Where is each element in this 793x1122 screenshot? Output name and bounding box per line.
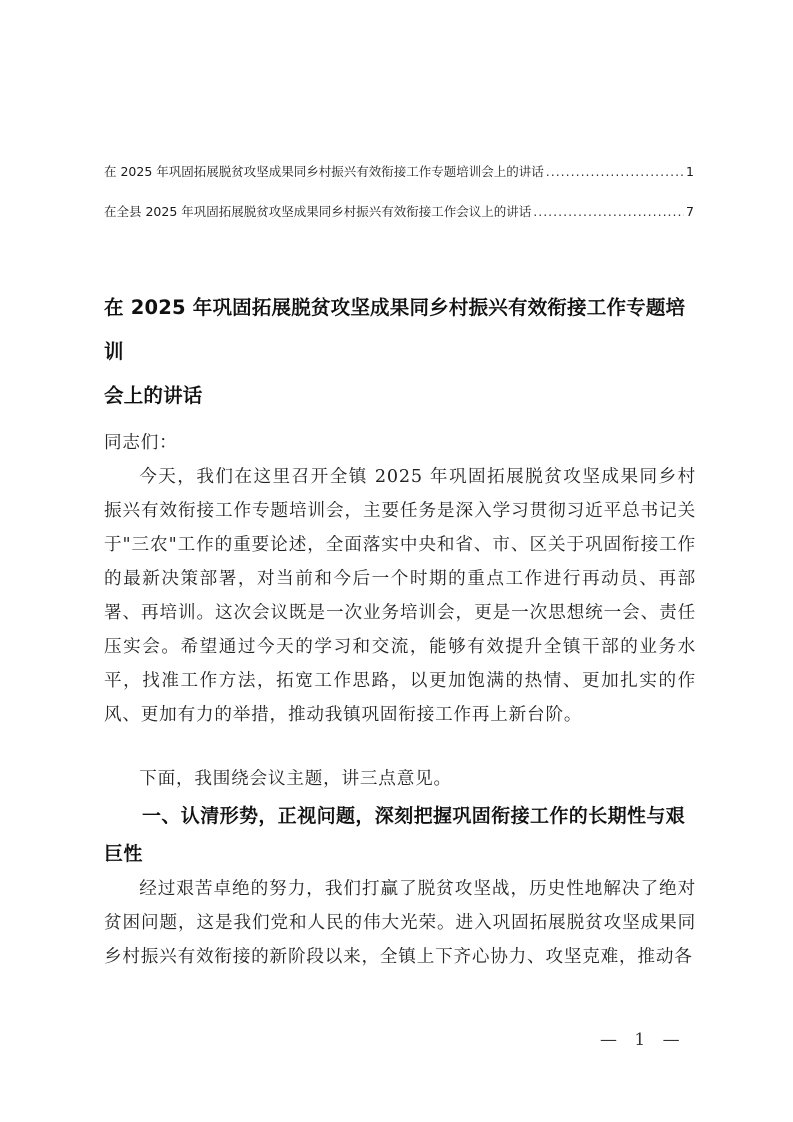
section-heading: 一、认清形势，正视问题，深刻把握巩固衔接工作的长期性与艰巨性 [104,805,686,865]
body-paragraph: 今天，我们在这里召开全镇 2025 年巩固拓展脱贫攻坚成果同乡村振兴有效衔接工作专题培训会，主要任务是深入学习贯彻习近平总书记关于"三农"工作的重要论述，全面落实中央和省、市、区关于巩固衔接工作的最新决策部署，对当前和今后一个时期的重点工作进行再动员、再部署、再培训。这次会议既是一次业务培训会，更是一次思想统一会、责任压实会。希望通过今天的学习和交流，能够有效提升全镇干部的业务水平，找准工作方法，拓宽工作思路，以更加饱满的热情、更加扎实的作风、更加有力的举措，推动我镇巩固衔接工作再上新台阶。 [104,467,696,725]
toc-entry[interactable] [104,204,694,220]
page-number: — 1 — [600,1030,686,1050]
title-line-2: 会上的讲话 [104,384,203,407]
body-paragraph: 经过艰苦卓绝的努力，我们打赢了脱贫攻坚战，历史性地解决了绝对贫困问题，这是我们党和人民的伟大光荣。进入巩固拓展脱贫攻坚成果同乡村振兴有效衔接的新阶段以来，全镇上下齐心协力、攻坚克难，推动各 [104,879,696,967]
toc-leader-dots [533,204,684,220]
toc-entry-page: 7 [686,204,694,219]
salutation: 同志们： [104,433,178,453]
document-title [104,286,704,418]
toc-leader-dots [546,164,684,180]
toc-entry-title: 在 2025 年巩固拓展脱贫攻坚成果同乡村振兴有效衔接工作专题培训会上的讲话 [104,164,544,179]
body-paragraph: 下面，我围绕会议主题，讲三点意见。 [139,769,452,789]
title-line-1: 在 2025 年巩固拓展脱贫攻坚成果同乡村振兴有效衔接工作专题培训 [104,296,686,363]
toc-entry-page: 1 [686,164,694,179]
toc-entry[interactable] [104,164,694,180]
toc-entry-title: 在全县 2025 年巩固拓展脱贫攻坚成果同乡村振兴有效衔接工作会议上的讲话 [104,204,532,219]
